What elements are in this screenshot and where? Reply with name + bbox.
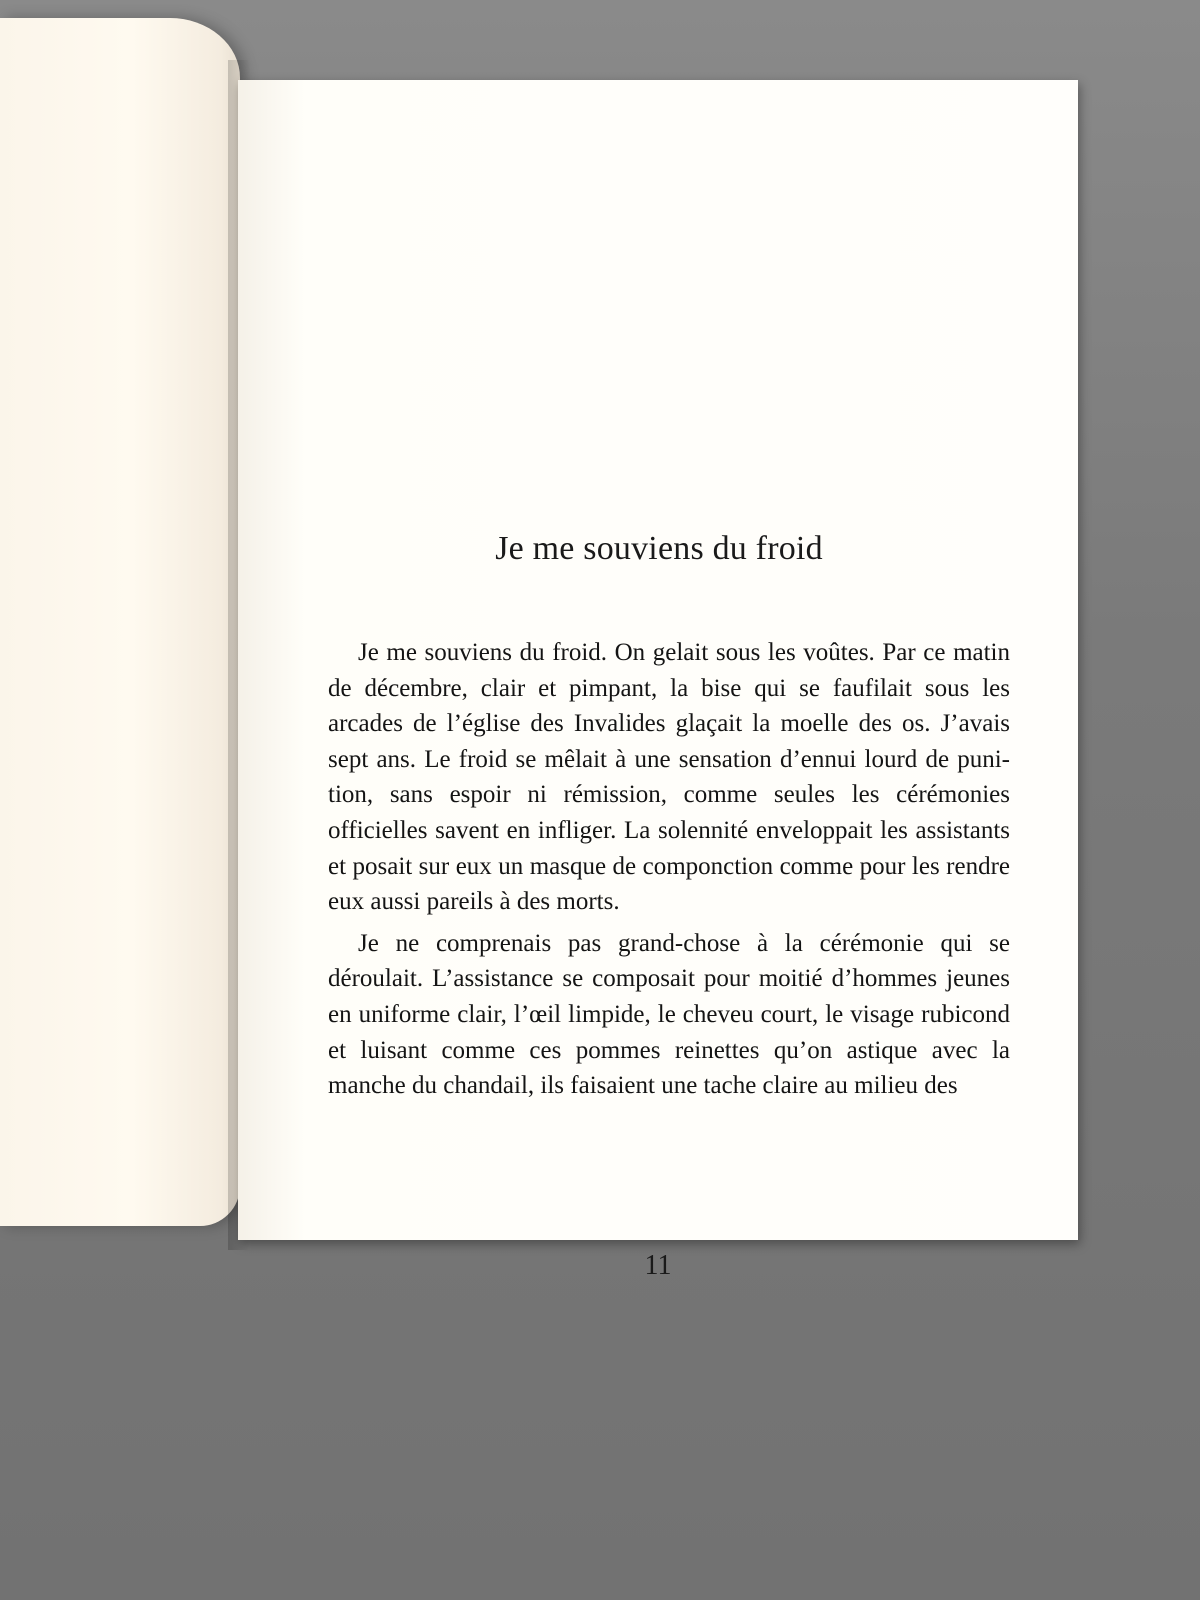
right-page (238, 80, 1078, 1240)
left-page (0, 18, 240, 1226)
chapter-title: Je me souviens du froid (495, 530, 823, 567)
page-number: 11 (644, 1250, 672, 1281)
paragraph: Je me souviens du froid. On gelait sous les voûtes. Par ce matin de décembre, clair et pimpant, la bise qui se faufilait sous les arcades de l’église des Invalides glaçait la moelle des os. J’avais sept ans. Le froid se mêlait à une sensation d’ennui lourd de punition, sans espoir ni rémission, comme seules les cérémonies officielles savent en infliger. La solennité enveloppait les assistants et posait sur eux un masque de componction comme pour les rendre eux aussi pareils à des morts. (328, 639, 1010, 916)
paragraph: Je ne comprenais pas grand-chose à la cérémonie qui se déroulait. L’assistance se composait pour moitié d’hommes jeunes en uniforme clair, l’œil limpide, le cheveu court, le visage rubicond et luisant comme ces pommes reinettes qu’on astique avec la manche du chandail, ils faisaient une tache claire au milieu des (328, 929, 1010, 1100)
body-text (328, 635, 1010, 1110)
